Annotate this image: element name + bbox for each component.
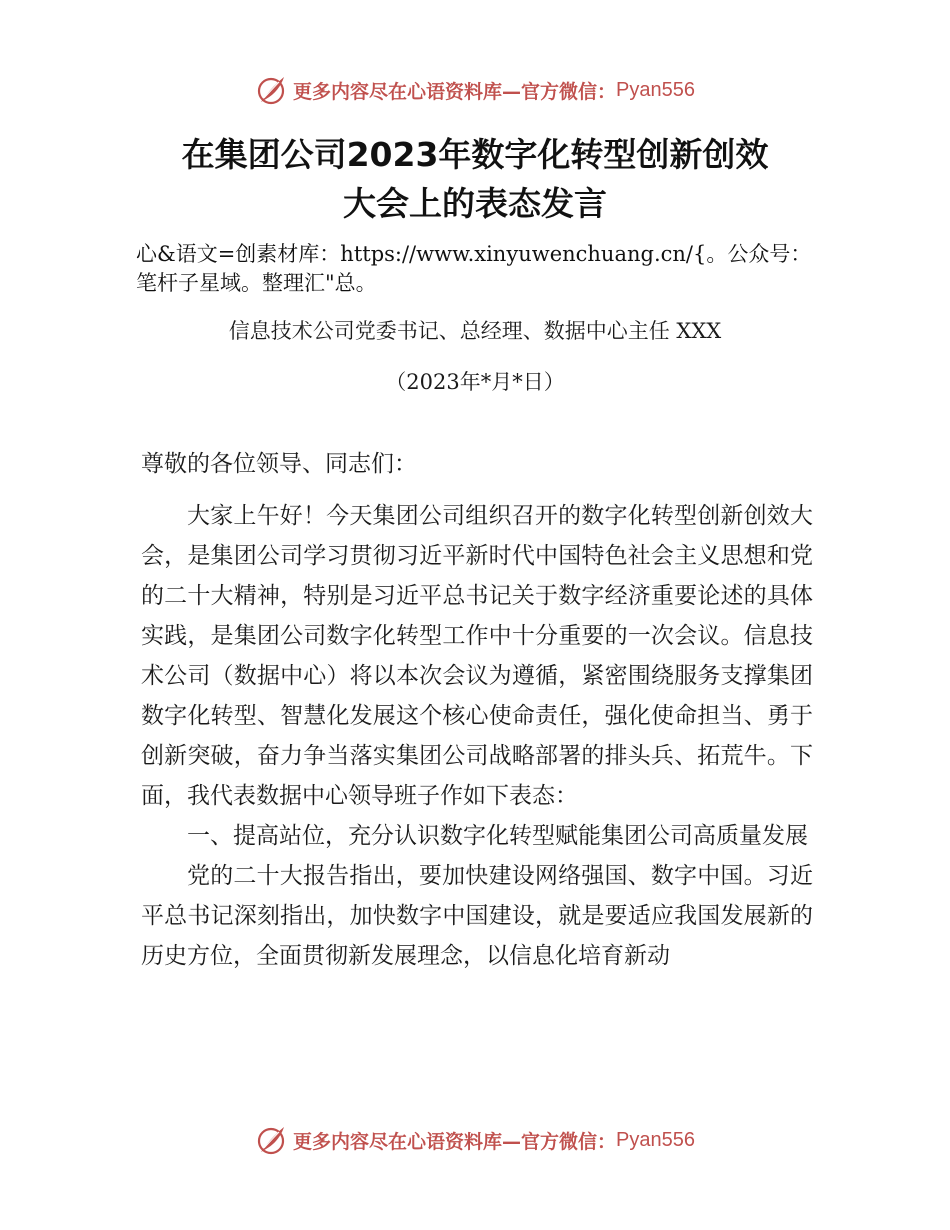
section-heading: 一、提高站位，充分认识数字化转型赋能集团公司高质量发展 — [187, 823, 808, 849]
page-title-line-2: 大会上的表态发言 — [343, 184, 607, 223]
feather-pen-logo-icon — [255, 1124, 287, 1156]
paragraph: 大家上午好！今天集团公司组织召开的数字化转型创新创效大会，是集团公司学习贯彻习近平新时代中国特色社会主义思想和党的二十大精神，特别是习近平总书记关于数字经济重要论述的具体实践，是集团公司数字化转型工作中十分重要的一次会议。信息技术公司（数据中心）将以本次会议为遵循，紧密围绕服务支撑集团数字化转型、智慧化发展这个核心使命责任，强化使命担当、勇于创新突破，奋力争当落实集团公司战略部署的排头兵、拓荒牛。下面，我代表数据中心领导班子作如下表态： — [141, 503, 813, 809]
speech-body — [141, 444, 813, 976]
banner-text: 更多内容尽在心语资料库—官方微信： — [293, 1130, 617, 1153]
salutation: 尊敬的各位领导、同志们： — [141, 451, 417, 477]
footer-banner — [0, 1122, 950, 1158]
date-line: （2023年*月*日） — [385, 370, 565, 394]
feather-pen-logo-icon — [255, 74, 287, 106]
banner-handle: Pyan556 — [616, 1128, 695, 1151]
banner-text: 更多内容尽在心语资料库—官方微信： — [293, 80, 617, 103]
author-line: 信息技术公司党委书记、总经理、数据中心主任 XXX — [228, 319, 722, 343]
paragraph: 党的二十大报告指出，要加快建设网络强国、数字中国。习近平总书记深刻指出，加快数字中国建设，就是要适应我国发展新的历史方位，全面贯彻新发展理念，以信息化培育新动 — [141, 863, 813, 969]
page-title-line-1: 在集团公司2023年数字化转型创新创效 — [181, 135, 769, 174]
banner-handle: Pyan556 — [616, 78, 695, 101]
header-banner — [0, 72, 950, 108]
source-note: 心&语文=创素材库：https://www.xinyuwenchuang.cn/{。公众号：笔杆子星域。整理汇"总。 — [136, 242, 812, 295]
